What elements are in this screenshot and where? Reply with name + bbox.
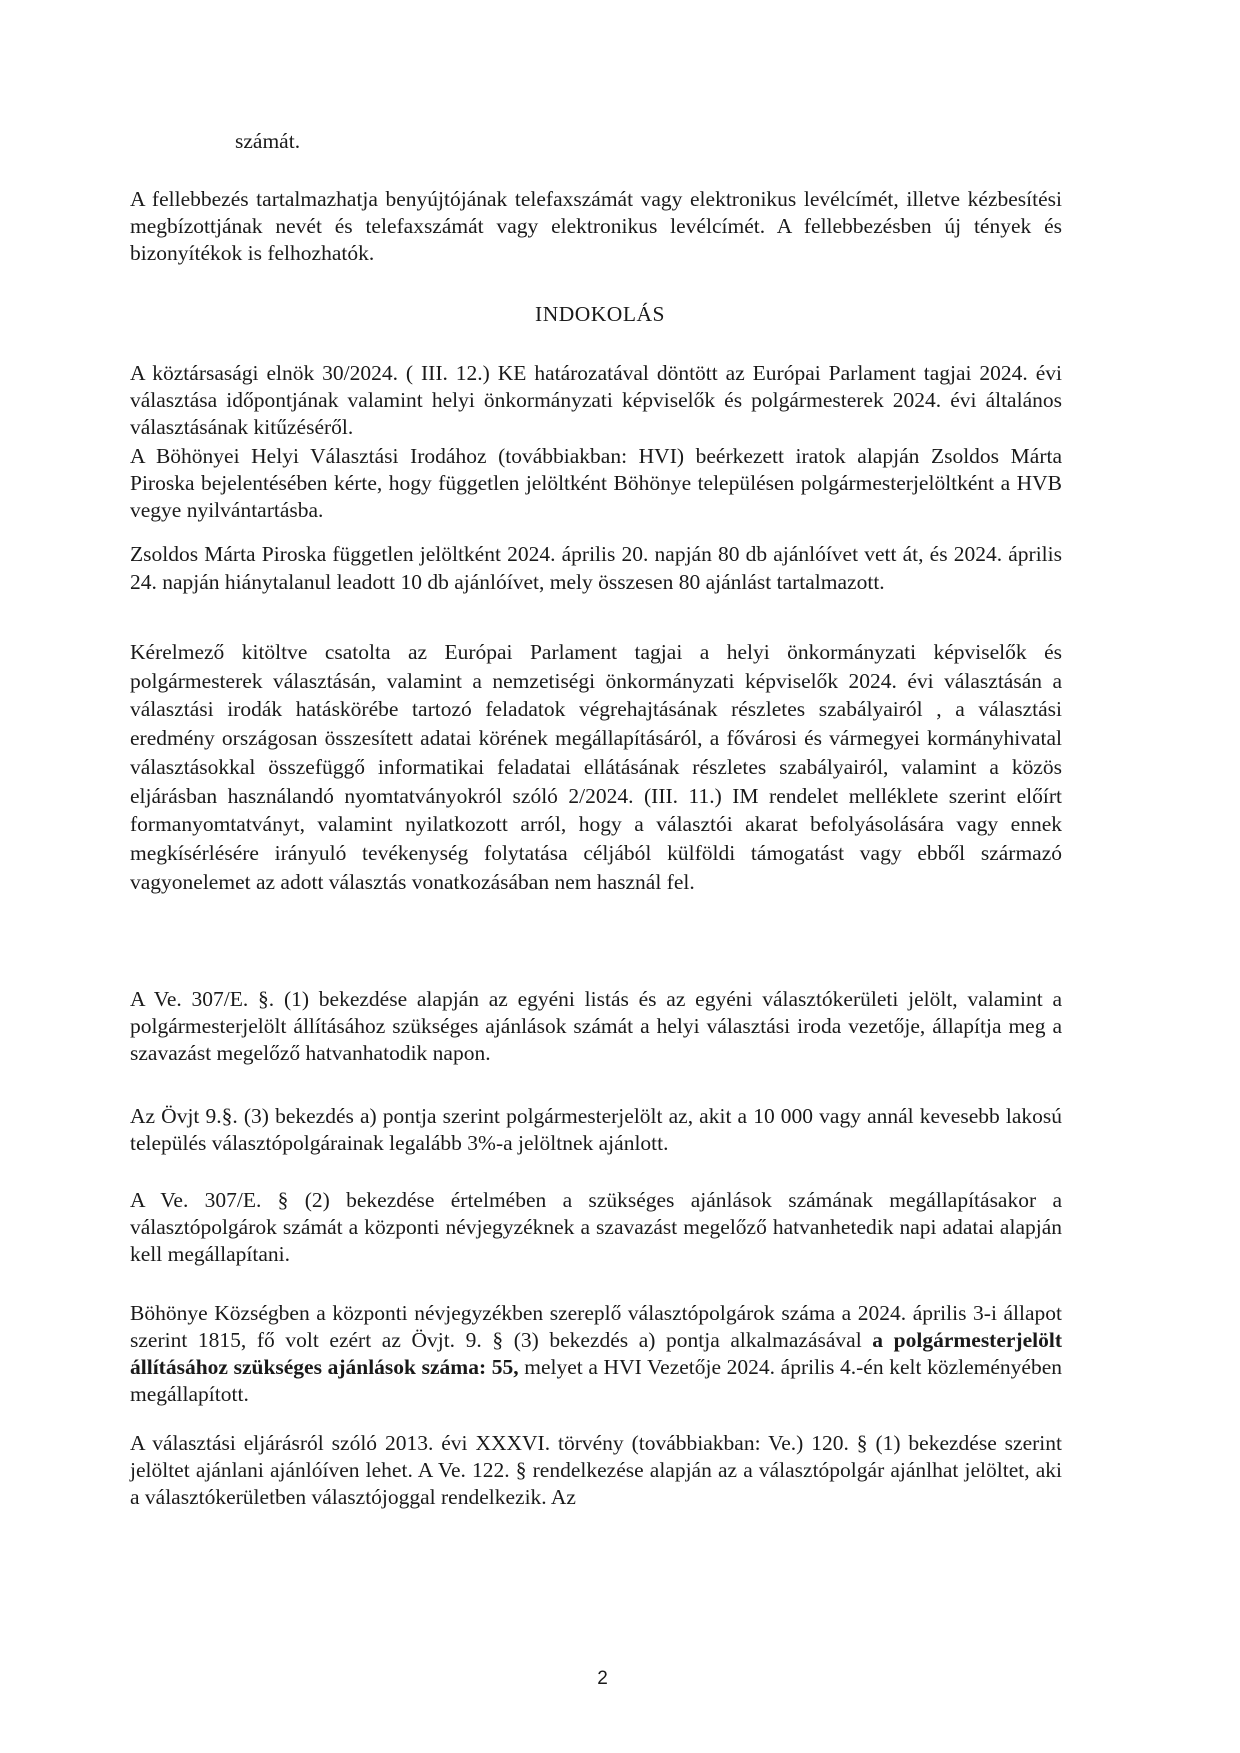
paragraph-registration-request: A Böhönyei Helyi Választási Irodához (továbbiakban: HVI) beérkezett iratok alapján Zsoldos Márta Piroska bejelentésében kérte, hogy független jelöltként Böhönye településen polgármesterjelöltként a HVB vegye nyilvántartásba. — [130, 444, 1062, 522]
paragraph-ovjt-9: Az Övjt 9.§. (3) bekezdés a) pontja szerint polgármesterjelölt az, akit a 10 000 vagy annál kevesebb lakosú település választópolgárainak legalább 3%-a jelöltnek ajánlott. — [130, 1104, 1062, 1155]
paragraph-decree: A köztársasági elnök 30/2024. ( III. 12.) KE határozatával döntött az Európai Parlament tagjai 2024. évi választása időpontjának valamint helyi önkormányzati képviselők és polgármesterek 2024. évi általános választásának kitűzéséről. — [130, 361, 1062, 439]
appeal-note: A fellebbezés tartalmazhatja benyújtójának telefaxszámát vagy elektronikus levélcímét, illetve kézbesítési megbízottjának nevét és telefaxszámát vagy elektronikus levélcímét. A fellebbezésben új tények és bizonyítékok is felhozhatók. — [130, 187, 1062, 265]
paragraph-ve-307e-2: A Ve. 307/E. § (2) bekezdése értelmében a szükséges ajánlások számának megállapításakor a választópolgárok számát a központi névjegyzéknek a szavazást megelőző hatvanhetedik napi adatai alapján kell megállapítani. — [130, 1188, 1062, 1266]
section-heading: INDOKOLÁS — [535, 302, 665, 326]
paragraph-ve-120: A választási eljárásról szóló 2013. évi XXXVI. törvény (továbbiakban: Ve.) 120. § (1) bekezdése szerint jelöltet ajánlani ajánlóíven lehet. A Ve. 122. § rendelkezése alapján az a választópolgár ajánlhat jelöltet, aki a választókerületben választójoggal rendelkezik. Az — [130, 1431, 1062, 1509]
page-number: 2 — [597, 1668, 608, 1689]
paragraph-required-recommendations — [130, 1300, 1062, 1408]
paragraph-8-text-pre: Böhönye Községben a központi névjegyzékben szereplő választópolgárok száma a 2024. április 3-i állapot szerint 1815, fő volt ezért az Övjt. 9. § (3) bekezdés a) pontja alkalmazásával — [130, 1301, 1062, 1352]
required-recommendations-highlight: a polgármesterjelölt állításához szükséges ajánlások száma: 55, — [130, 1328, 1062, 1379]
paragraph-8-text-post: melyet a HVI Vezetője 2024. április 4.-én kelt közleményében megállapított. — [130, 1355, 1062, 1406]
fragment-start: számát. — [235, 129, 301, 153]
paragraph-attached-forms: Kérelmező kitöltve csatolta az Európai Parlament tagjai a helyi önkormányzati képviselők és polgármesterek választásán, valamint a nemzetiségi önkormányzati képviselők 2024. évi választásán a választási irodák hatáskörébe tartozó feladatok végrehajtásának részletes szabályairól , a választási eredmény országosan összesített adatai körének megállapításáról, a fővárosi és vármegyei kormányhivatal választásokkal összefüggő informatikai feladatai ellátásának részletes szabályairól, valamint a közös eljárásban használandó nyomtatványokról szóló 2/2024. (III. 11.) IM rendelet melléklete szerint előírt formanyomtatványt, valamint nyilatkozott arról, hogy a választói akarat befolyásolására vagy ennek megkísérlésére irányuló tevékenység folytatása céljából külföldi támogatást vagy ebből származó vagyonelemet az adott választás vonatkozásában nem használ fel. — [130, 640, 1062, 894]
paragraph-ve-307e-1: A Ve. 307/E. §. (1) bekezdése alapján az egyéni listás és az egyéni választókerületi jelölt, valamint a polgármesterjelölt állításához szükséges ajánlások számát a helyi választási iroda vezetője, állapítja meg a szavazást megelőző hatvanhatodik napon. — [130, 987, 1062, 1065]
paragraph-recommendation-sheets: Zsoldos Márta Piroska független jelöltként 2024. április 20. napján 80 db ajánlóívet vett át, és 2024. április 24. napján hiánytalanul leadott 10 db ajánlóívet, mely összesen 80 ajánlást tartalmazott. — [130, 542, 1062, 594]
